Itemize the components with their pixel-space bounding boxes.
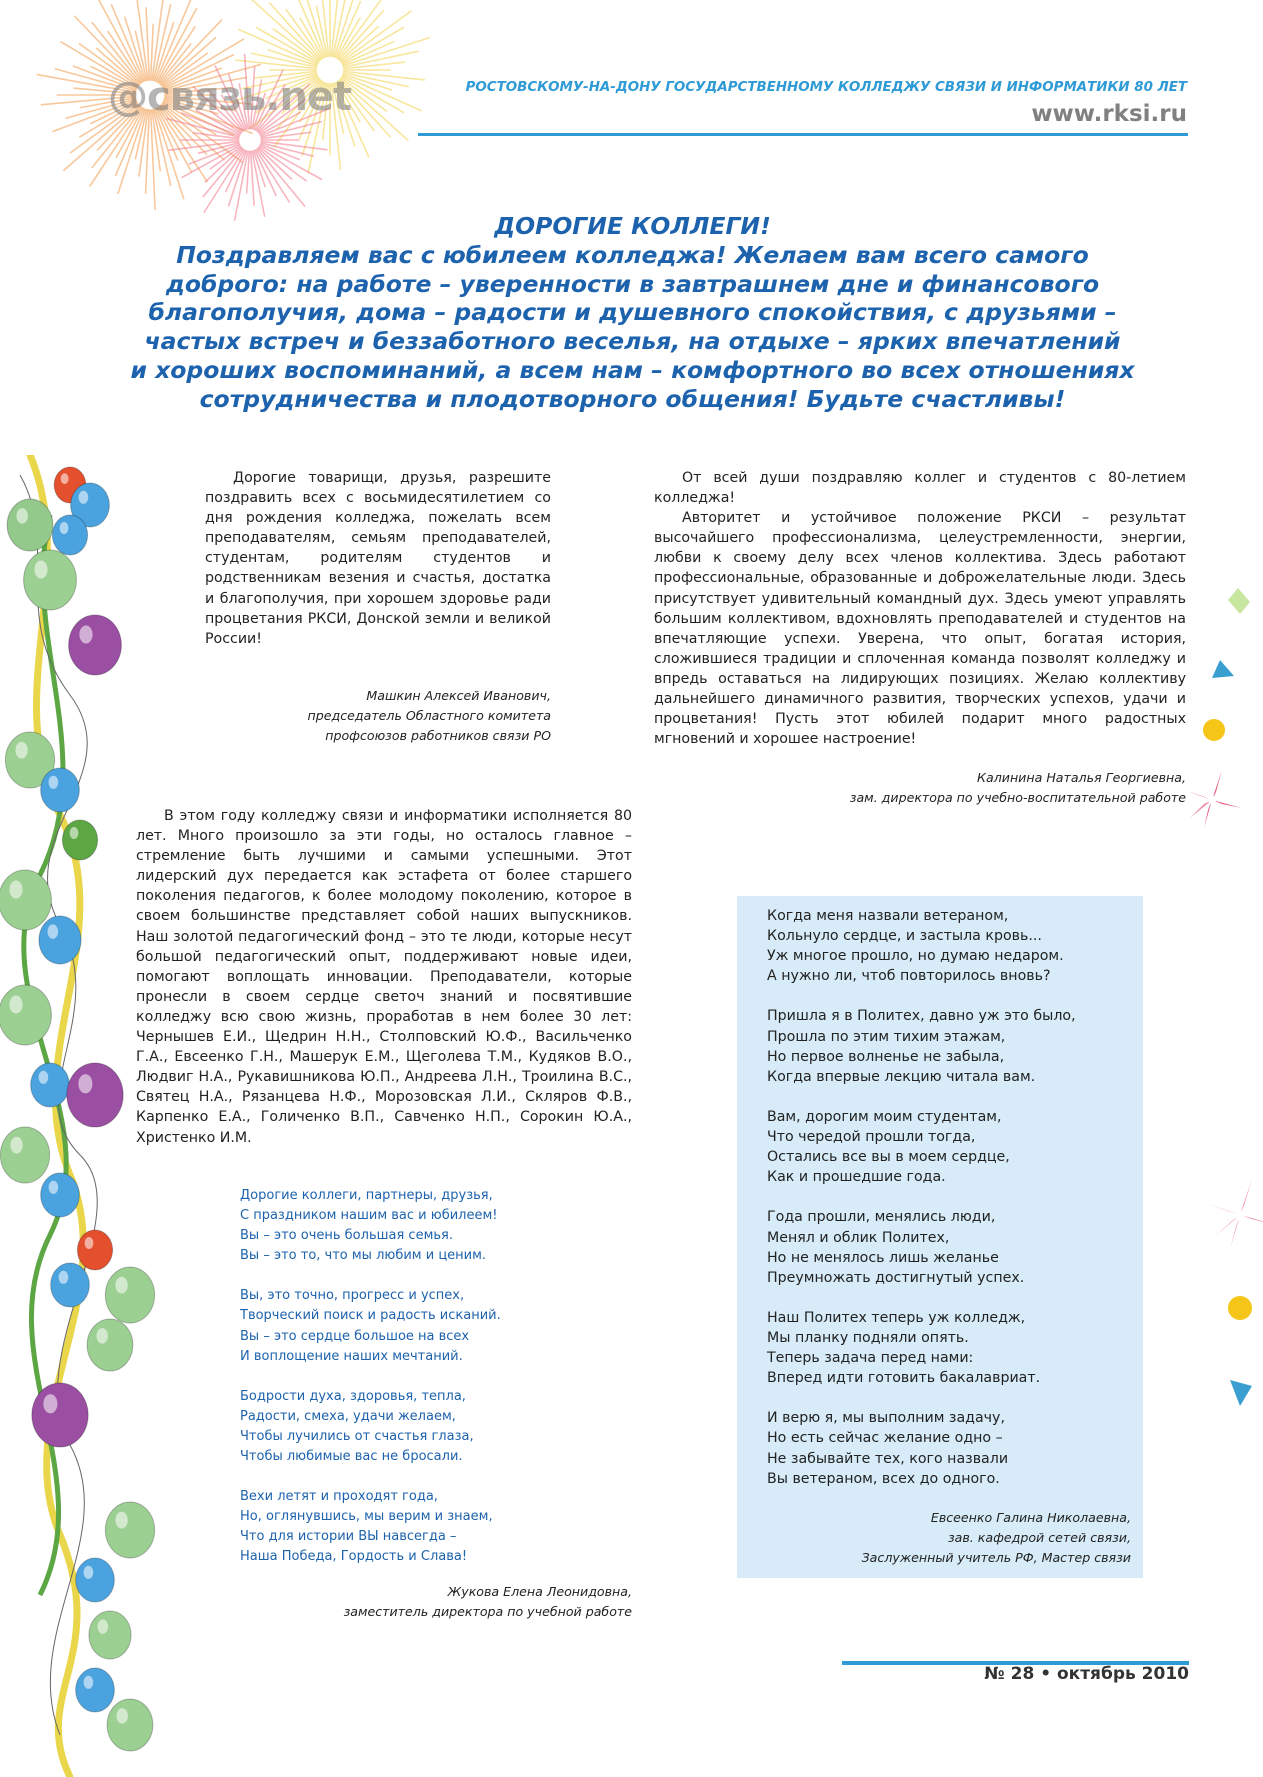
article-machkin-text: Дорогие товарищи, друзья, разрешите поздравить всех с восьмидесятилетием со дня рождения колледжа, пожелать всем преподавателям, семьям преподавателей, студентам, родителям студентов и родственникам везения и счастья, достатка и благополучия, при хорошем здоровье ради процветания РКСИ, Донской земли и великой России! [205, 470, 551, 647]
balloon-highlight [96, 1328, 107, 1344]
poem-stanza [767, 1107, 1137, 1187]
firework-ray [153, 109, 171, 186]
headline-line: доброго: на работе – уверенности в завтрашнем дне и финансового [165, 269, 1100, 298]
poem-line: Как и прошедшие года. [767, 1169, 946, 1186]
balloon-icon [87, 1319, 133, 1371]
confetti-decoration [1190, 580, 1263, 1440]
headline-line: и хороших воспоминаний, а всем нам – комфортного во всех отношениях [130, 355, 1135, 384]
balloon-icon [67, 1063, 123, 1127]
headline-line: Поздравляем вас с юбилеем колледжа! Желаем вам всего самого [176, 240, 1089, 269]
poem-line: Теперь задача перед нами: [767, 1350, 974, 1367]
balloon-icon [7, 499, 53, 551]
balloon-icon [105, 1267, 154, 1323]
poem-line: Дорогие коллеги, партнеры, друзья, [240, 1188, 493, 1203]
balloon-highlight [79, 626, 92, 644]
poem-line: Но не менялось лишь желанье [767, 1249, 999, 1266]
signature-zhukova [260, 1582, 632, 1622]
signature-line: Заслуженный учитель РФ, Мастер связи [861, 1550, 1131, 1565]
poem-line: А нужно ли, чтоб повторилось вновь? [767, 968, 1051, 985]
balloon-icon [107, 1699, 153, 1751]
firework-ray [258, 147, 292, 179]
balloon-highlight [9, 996, 22, 1014]
firework-ray [205, 147, 242, 182]
poem-line: Бодрости духа, здоровья, тепла, [240, 1388, 466, 1404]
signature-line: Евсеенко Галина Николаевна, [930, 1510, 1131, 1525]
signature-line: Калинина Наталья Георгиевна, [977, 770, 1186, 785]
poem-line: Прошла по этим тихим этажам, [767, 1028, 1006, 1045]
poem-line: Вперед идти готовить бакалавриат. [767, 1370, 1041, 1387]
balloon-highlight [84, 1566, 94, 1579]
poem-stanza [240, 1487, 600, 1567]
poem-stanza [767, 1308, 1137, 1388]
balloon-icon [0, 870, 51, 930]
balloon-highlight [16, 508, 27, 524]
headline-line: сотрудничества и плодотворного общения! Будьте счастливы! [199, 384, 1066, 413]
poem-line: Наш Политех теперь уж колледж, [767, 1309, 1026, 1326]
poem-line: Вы – это очень большая семья. [240, 1228, 453, 1244]
poem-stanza [240, 1186, 600, 1266]
header-tagline: РОСТОВСКОМУ-НА-ДОНУ ГОСУДАРСТВЕННОМУ КОЛЛЕДЖУ СВЯЗИ И ИНФОРМАТИКИ 80 ЛЕТ [465, 80, 1187, 95]
balloon-highlight [84, 1676, 94, 1689]
poem-line: Вы – это то, что мы любим и ценим. [240, 1248, 487, 1264]
balloon-icon [41, 1173, 80, 1217]
balloon-icon [105, 1502, 154, 1558]
poem-stanza [767, 1207, 1137, 1287]
poem-line: Пришла я в Политех, давно уж это было, [767, 1008, 1076, 1025]
signature-kalinina [654, 768, 1186, 808]
poem-line: Но первое волненье не забыла, [767, 1048, 1005, 1065]
balloon-icon [31, 1063, 70, 1107]
poem-line: Вы ветераном, всех до одного. [767, 1470, 1000, 1487]
balloon-icon [52, 515, 87, 555]
balloon-icon [32, 1383, 88, 1447]
balloon-highlight [49, 1181, 59, 1194]
headline-title: ДОРОГИЕ КОЛЛЕГИ! [494, 212, 771, 240]
balloon-icon [76, 1558, 115, 1602]
poem-line: Что чередой прошли тогда, [767, 1129, 976, 1146]
signature-line: Жукова Елена Леонидовна, [447, 1584, 632, 1599]
poem-line: Менял и облик Политех, [767, 1229, 950, 1246]
balloon-highlight [10, 1137, 22, 1154]
confetti-dot [1228, 1296, 1252, 1320]
poem-stanza [767, 906, 1137, 986]
balloon-icon [39, 916, 81, 964]
balloon-icon [69, 615, 122, 675]
signature-machkin [205, 686, 551, 746]
signature-line: председатель Областного комитета [307, 708, 551, 723]
greeting-headline [60, 212, 1205, 414]
site-link[interactable]: www.rksi.ru [1031, 101, 1187, 127]
balloon-highlight [59, 1271, 69, 1284]
balloon-highlight [115, 1277, 127, 1294]
poem-line: Уж многое прошло, но думаю недаром. [767, 948, 1064, 965]
article-anniversary-text: В этом году колледжу связи и информатики исполняется 80 лет. Много произошло за эти годы, но осталось главное – стремление быть лучшими и самыми успешными. Этот лидерский дух передается как эстафета от более старшего поколения педагогов, к более молодому поколению, которое в своем большинстве представляет собой наших выпускников. Наш золотой педагогический фонд – это те люди, которые несут большой педагогический опыт, поддерживают новые идеи, помогают воплощать инновации. Преподаватели, которые пронесли в своем сердце светоч знаний и посвятившие колледжу всю свою жизнь, проработав в нем более 30 лет: Чернышев Е.И., Щедрин Н.Н., Столповский Ю.Ф., Васильченко Г.А., Евсеенко Г.Н., Машерук Е.М., Щеголева Т.М., Кудяков В.О., Людвиг Н.А., Рукавишникова Ю.П., Андреева Л.Н., Троилина В.С., Святец Н.А., Рязанцева Н.Ф., Морозовская Л.И., Скляров Ф.В., Карпенко Е.А., Голиченко В.П., Савченко Н.П., Сорокин Ю.А., Христенко И.М. [136, 808, 632, 1146]
poem-zhukova [240, 1186, 600, 1588]
firework-ray [153, 4, 171, 81]
firework-ray [95, 0, 143, 82]
poem-line: Чтобы любимые вас не бросали. [240, 1449, 463, 1465]
balloon-highlight [98, 1619, 109, 1633]
signature-evseenko [767, 1508, 1131, 1568]
balloon-highlight [60, 522, 69, 534]
poem-line: Вам, дорогим моим студентам, [767, 1108, 1002, 1125]
signature-line: зам. директора по учебно-воспитательной работе [849, 790, 1186, 805]
balloon-icon [0, 1127, 49, 1183]
balloon-highlight [61, 473, 69, 484]
balloon-highlight [43, 1394, 57, 1413]
poem-line: Когда меня назвали ветераном, [767, 908, 1009, 924]
poem-line: И верю я, мы выполним задачу, [767, 1410, 1005, 1427]
poem-line: Но есть сейчас желание одно – [767, 1430, 1003, 1447]
signature-line: зав. кафедрой сетей связи, [947, 1530, 1131, 1545]
confetti-piece [1212, 660, 1234, 678]
balloon-icon [24, 550, 77, 610]
balloon-icon [0, 985, 51, 1045]
poem-line: Но, оглянувшись, мы верим и знаем, [240, 1509, 493, 1525]
signature-line: профсоюзов работников связи РО [325, 728, 551, 743]
firework-ray [338, 0, 386, 59]
poem-line: Чтобы лучились от счастья глаза, [240, 1428, 474, 1444]
pinwheel-icon [1206, 1179, 1263, 1249]
poem-line: Радости, смеха, удачи желаем, [240, 1408, 456, 1424]
balloon-icon [41, 768, 80, 812]
poem-line: С праздником нашим вас и юбилеем! [240, 1208, 498, 1224]
article-paragraph: Авторитет и устойчивое положение РКСИ – результат высочайшего профессионализма, целеустремленности, энергии, любви к своему делу всех членов коллектива. Здесь работают профессиональные, образованные и доброжелательные люди. Здесь присутствует удивительный командный дух. Здесь умеют управлять большим коллективом, вдохновлять преподавателей и студентов на впечатляющие успехи. Уверена, что опыт, богатая история, сложившиеся традиции и сплоченная команда позволят колледжу и впредь оставаться на лидирующих позициях. Желаю коллективу дальнейшего динамичного развития, творческих успехов, удачи и процветания! Пусть этот юбилей подарит много радостных мгновений и хорошее настроение! [654, 510, 1186, 748]
poem-stanza [767, 1006, 1137, 1086]
balloon-highlight [15, 742, 27, 759]
balloon-icon [62, 820, 97, 860]
balloon-highlight [39, 1071, 49, 1084]
poem-line: Года прошли, менялись люди, [767, 1209, 996, 1226]
balloon-icon [89, 1611, 131, 1659]
poem-line: И воплощение наших мечтаний. [240, 1348, 463, 1364]
poem-line: Кольнуло сердце, и застыла кровь... [767, 928, 1042, 945]
confetti-piece [1230, 1380, 1252, 1406]
balloon-icon [76, 1668, 115, 1712]
balloon-highlight [70, 827, 79, 839]
poem-line: Что для истории ВЫ навсегда – [240, 1529, 457, 1545]
poem-line: Остались все вы в моем сердце, [767, 1149, 1010, 1166]
confetti-piece [1228, 588, 1250, 614]
headline-line: благополучия, дома – радости и душевного спокойствия, с друзьями – [148, 298, 1117, 327]
balloon-highlight [49, 776, 59, 789]
poem-line: Вы, это точно, прогресс и успех, [240, 1288, 465, 1304]
balloon-highlight [85, 1237, 94, 1249]
signature-line: заместитель директора по учебной работе [343, 1604, 632, 1619]
issue-number: № 28 • октябрь 2010 [984, 1664, 1189, 1684]
balloon-icon [77, 1230, 112, 1270]
confetti-dot [1203, 719, 1225, 741]
balloon-icon [51, 1263, 90, 1307]
balloon-highlight [9, 881, 22, 899]
balloon-highlight [78, 1074, 92, 1093]
header-rule [418, 133, 1188, 136]
balloon-highlight [48, 924, 59, 938]
poem-line: Творческий поиск и радость исканий. [240, 1308, 501, 1324]
balloon-highlight [34, 561, 47, 579]
poem-line: Вехи летят и проходят года, [240, 1489, 438, 1505]
headline-line: частых встреч и беззаботного веселья, на отдыхе – ярких впечатлений [144, 327, 1121, 356]
balloon-highlight [79, 491, 89, 504]
pinwheel-icon [1190, 770, 1242, 828]
poem-line: Не забывайте тех, кого назвали [767, 1450, 1009, 1467]
balloon-highlight [116, 1708, 127, 1724]
poem-line: Вы – это сердце большое на всех [240, 1328, 470, 1344]
poem-stanza [240, 1286, 600, 1366]
balloon-highlight [115, 1512, 127, 1529]
article-kalinina [654, 468, 1186, 749]
poem-line: Когда впервые лекцию читала вам. [767, 1068, 1036, 1085]
magazine-logo[interactable]: @связь.net [108, 74, 352, 120]
poem-line: Мы планку подняли опять. [767, 1329, 969, 1346]
poem-stanza [767, 1408, 1137, 1488]
poem-line: Наша Победа, Гордость и Слава! [240, 1549, 468, 1565]
signature-line: Машкин Алексей Иванович, [366, 688, 551, 703]
poem-evseenko [767, 906, 1137, 1509]
article-paragraph: От всей души поздравляю коллег и студентов с 80-летием колледжа! [654, 470, 1186, 507]
poem-line: Преумножать достигнутый успех. [767, 1269, 1025, 1286]
poem-stanza [240, 1387, 600, 1467]
